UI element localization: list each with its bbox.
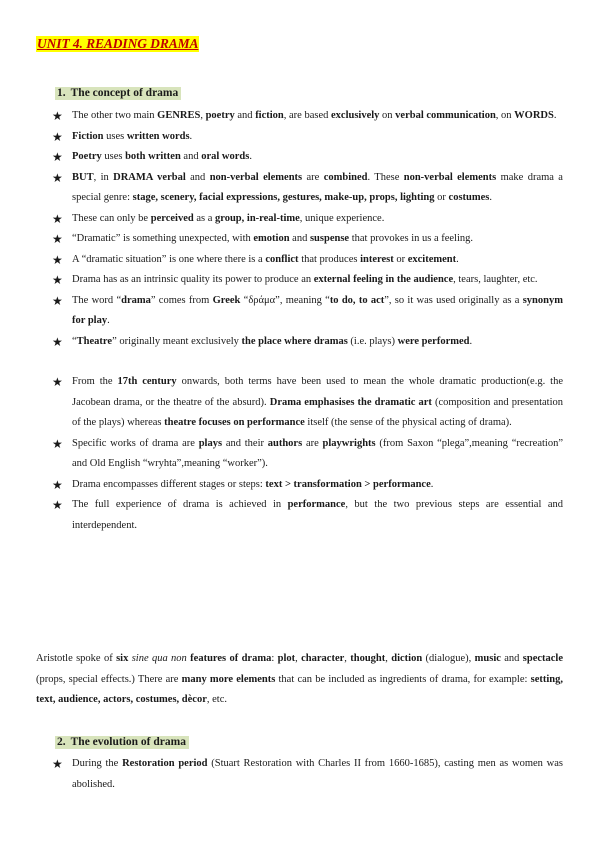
text-run: The other two main xyxy=(72,110,158,121)
bold-text: non-verbal elements xyxy=(403,171,497,183)
star-bullet-icon: ★ xyxy=(52,293,63,308)
text-run: are xyxy=(302,171,324,183)
bold-text: GENRES xyxy=(157,110,201,121)
text-run: (Stuart Restoration with Charles II from 1660-1685), casting men as women was abolished. xyxy=(72,758,563,790)
text-run: on xyxy=(379,110,396,121)
list-item xyxy=(0,495,600,536)
text-run: (props, special effects.) There are xyxy=(36,673,182,685)
star-bullet-icon: ★ xyxy=(52,252,63,267)
text-run: Specific works of drama are xyxy=(72,437,199,449)
list-item xyxy=(0,106,600,127)
bold-text: fiction xyxy=(255,110,284,121)
text-run: and xyxy=(185,171,210,183)
bold-text: DRAMA verbal xyxy=(113,171,186,183)
text-run: . xyxy=(249,151,252,162)
list-item xyxy=(0,372,600,434)
bold-text: both written xyxy=(125,151,181,162)
star-bullet-icon: ★ xyxy=(52,375,63,389)
text-run: . xyxy=(469,335,473,347)
bold-text: character xyxy=(301,653,345,664)
bold-text: the place where dramas xyxy=(241,335,348,347)
text-run: A “dramatic situation” is one where there is a xyxy=(72,253,266,265)
bold-text: suspense xyxy=(309,233,350,244)
text-run: “δράμα”, meaning “ xyxy=(240,294,330,306)
section-2-number: 2. xyxy=(57,736,66,748)
text-run: During the xyxy=(72,758,123,769)
star-bullet-icon: ★ xyxy=(52,477,63,492)
text-run: “Dramatic” is something unexpected, with xyxy=(72,233,254,244)
list-item xyxy=(0,291,600,332)
text-run: , tears, laughter, etc. xyxy=(453,274,538,285)
bold-text: Restoration period xyxy=(122,758,208,769)
bold-text: interest xyxy=(360,253,394,265)
italic-text: sine qua non xyxy=(131,653,187,664)
text-run: and xyxy=(180,151,202,162)
bold-text: Poetry xyxy=(72,151,102,162)
concept-bullet-list xyxy=(0,106,600,536)
star-bullet-icon: ★ xyxy=(52,334,63,349)
bold-text: spectacle xyxy=(522,653,564,664)
text-run: onwards, both terms have been used to mean the whole dramatic production(e.g. the Jacobean drama, or the theatre of the absurd). xyxy=(72,376,563,408)
text-run: ” comes from xyxy=(150,294,213,306)
text-run: uses xyxy=(101,151,126,162)
list-spacer xyxy=(0,352,600,372)
bold-text: features of drama xyxy=(190,653,272,664)
text-run: , xyxy=(295,653,302,664)
bold-text: synonym for play xyxy=(72,294,563,326)
text-run: (from Saxon “plega”,meaning “recreation” and Old English “wryhta”,meaning “worker”). xyxy=(72,437,563,469)
bold-text: verbal communication xyxy=(395,110,496,121)
aristotle-paragraph xyxy=(36,649,563,711)
text-run: make drama a special genre: xyxy=(72,171,563,203)
bold-text: Drama emphasises the dramatic art xyxy=(269,396,432,408)
text-run: and xyxy=(500,653,523,664)
star-bullet-icon: ★ xyxy=(52,757,63,771)
bold-text: 17th century xyxy=(117,376,177,387)
section-2-heading xyxy=(55,736,189,749)
text-run: The word “ xyxy=(72,294,122,306)
text-run: Drama has as an intrinsic quality its power to produce an xyxy=(72,274,314,285)
text-run: , but the two previous steps are essential and interdependent. xyxy=(72,499,563,531)
text-run: that provokes in us a feeling. xyxy=(349,233,474,244)
text-run: , xyxy=(385,653,392,664)
unit-title: UNIT 4. READING DRAMA xyxy=(37,36,199,51)
star-bullet-icon: ★ xyxy=(52,273,63,287)
star-bullet-icon: ★ xyxy=(52,232,63,246)
bold-text: exclusively xyxy=(331,110,380,121)
text-run: and xyxy=(289,233,310,244)
bold-text: conflict xyxy=(265,253,299,265)
text-run: . xyxy=(189,130,193,142)
bold-text: Greek xyxy=(212,294,241,306)
text-run: , in xyxy=(93,171,114,183)
bold-text: theatre focuses on performance xyxy=(164,417,305,428)
text-run: Drama encompasses different stages or steps: xyxy=(72,478,266,490)
text-run: that can be included as ingredients of drama, for example: xyxy=(275,673,531,685)
text-run: , are based xyxy=(283,110,331,121)
section-1-number: 1. xyxy=(57,87,66,99)
bold-text: group, in-real-time xyxy=(215,212,300,224)
text-run: “ xyxy=(72,335,77,347)
bold-text: six xyxy=(116,653,129,664)
list-item xyxy=(0,475,600,496)
bold-text: plot xyxy=(277,653,296,664)
list-item xyxy=(0,332,600,353)
evolution-bullet-list xyxy=(0,754,600,795)
text-run: , on xyxy=(495,110,515,121)
text-run: . xyxy=(430,478,434,490)
text-run: (composition and presentation of the plays) whereas xyxy=(72,396,564,428)
section-2-title: The evolution of drama xyxy=(70,736,186,748)
text-run: Aristotle spoke of xyxy=(36,653,117,664)
text-run: , xyxy=(344,653,351,664)
bold-text: non-verbal elements xyxy=(209,171,303,183)
list-item xyxy=(0,229,600,250)
list-item xyxy=(0,250,600,271)
star-bullet-icon: ★ xyxy=(52,498,63,512)
bold-text: diction xyxy=(391,653,423,664)
star-bullet-icon: ★ xyxy=(52,129,63,144)
bold-text: poetry xyxy=(205,110,235,121)
bold-text: Theatre xyxy=(76,335,113,347)
bold-text: to do, to act xyxy=(329,294,385,306)
text-run: . xyxy=(456,253,459,265)
star-bullet-icon: ★ xyxy=(52,150,63,164)
text-run: are xyxy=(302,437,323,449)
list-item xyxy=(0,147,600,168)
bold-text: written words xyxy=(126,130,190,142)
bold-text: performance xyxy=(287,499,346,510)
text-run: or xyxy=(434,192,449,203)
bold-text: Fiction xyxy=(72,130,104,142)
text-run: , unique experience. xyxy=(299,212,385,224)
bold-text: combined xyxy=(323,171,368,183)
bold-text: emotion xyxy=(253,233,290,244)
bold-text: oral words xyxy=(201,151,250,162)
text-run: . xyxy=(107,315,110,326)
text-run: From the xyxy=(72,376,118,387)
list-item xyxy=(0,270,600,291)
bold-text: setting, text, audience, actors, costumes, dècor xyxy=(36,673,563,705)
section-1-heading xyxy=(55,87,181,100)
bold-text: perceived xyxy=(150,212,194,224)
text-run: uses xyxy=(103,130,127,142)
bold-text: text > transformation > performance xyxy=(265,478,431,490)
text-run: . These xyxy=(367,171,404,183)
bold-text: many more elements xyxy=(181,673,276,685)
bold-text: excitement xyxy=(407,253,457,265)
text-run: , xyxy=(200,110,206,121)
text-run: , etc. xyxy=(206,694,227,705)
bold-text: external feeling in the audience xyxy=(313,274,454,285)
star-bullet-icon: ★ xyxy=(52,436,63,451)
section-1-title: The concept of drama xyxy=(70,87,179,99)
text-run: and xyxy=(234,110,256,121)
bold-text: authors xyxy=(267,437,303,449)
bold-text: drama xyxy=(121,294,151,306)
text-run: (i.e. plays) xyxy=(347,335,398,347)
star-bullet-icon: ★ xyxy=(52,170,63,185)
list-item xyxy=(0,209,600,230)
text-run: itself (the sense of the physical acting of drama). xyxy=(304,417,512,428)
list-item xyxy=(0,754,600,795)
text-run: The full experience of drama is achieved in xyxy=(72,499,288,510)
bold-text: WORDS xyxy=(514,110,554,121)
bold-text: plays xyxy=(198,437,223,449)
text-run: (dialogue), xyxy=(422,653,475,664)
star-bullet-icon: ★ xyxy=(52,109,63,123)
text-run: : xyxy=(271,653,278,664)
bold-text: music xyxy=(474,653,501,664)
text-run: ” originally meant exclusively xyxy=(112,335,242,347)
text-run: or xyxy=(393,253,408,265)
bold-text: BUT xyxy=(72,171,94,183)
bold-text: stage, scenery, facial expressions, gestures, make-up, props, lighting xyxy=(132,192,435,203)
list-item xyxy=(0,434,600,475)
bold-text: thought xyxy=(350,653,386,664)
text-run: that produces xyxy=(298,253,361,265)
list-item xyxy=(0,168,600,209)
text-run: . xyxy=(489,192,492,203)
star-bullet-icon: ★ xyxy=(52,211,63,226)
list-item xyxy=(0,127,600,148)
bold-text: playwrights xyxy=(322,437,376,449)
bold-text: costumes xyxy=(448,192,490,203)
text-run: These can only be xyxy=(72,212,151,224)
text-run: as a xyxy=(193,212,215,224)
text-run: and their xyxy=(222,437,268,449)
text-run: ”, so it was used originally as a xyxy=(384,294,523,306)
text-run: . xyxy=(553,110,557,121)
bold-text: were performed xyxy=(397,335,470,347)
